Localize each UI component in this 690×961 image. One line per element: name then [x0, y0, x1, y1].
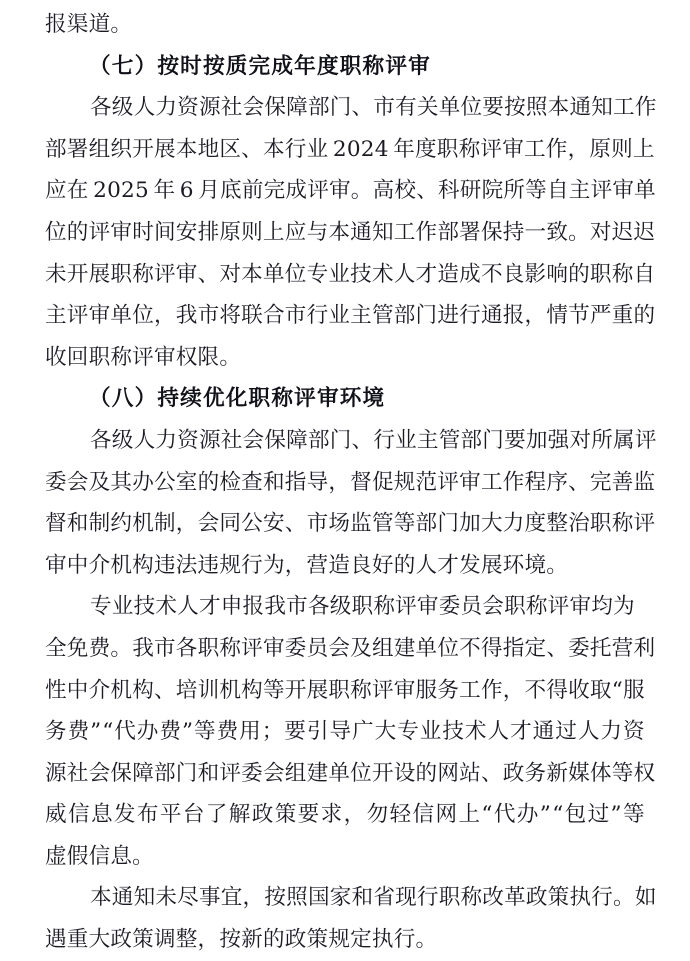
- paragraph-line: 源 社 会 保 障 部 门 和 评 委 会 组 建 单 位 开 设 的 网 站 、 政 务 新 媒 体 等 权: [45, 760, 656, 786]
- paragraph-line: 部 署 组 织 开 展 本 地 区 、 本 行 业 2 0 2 4 年 度 职 称 评 审 工 作 ， 原 则 上: [45, 136, 655, 162]
- paragraph-line: 收回职称评审权限。: [45, 344, 242, 370]
- paragraph-line: 虚假信息。: [45, 843, 154, 869]
- paragraph-line: 督 和 制 约 机 制 ， 会 同 公 安 、 市 场 监 管 等 部 门 加 大 力 度 整 治 职 称 评: [45, 511, 656, 537]
- paragraph-line: 审中介机构违法违规行为，营造良好的人才发展环境。: [45, 552, 569, 578]
- paragraph-line: 全 免 费 。 我 市 各 职 称 评 审 委 员 会 及 组 建 单 位 不 得 指 定 、 委 托 营 利: [45, 635, 656, 661]
- paragraph-line: 各级人力资源社会保障部门、行业主管部门要加强对所属评: [90, 427, 657, 453]
- section-heading: （七）按时按质完成年度职称评审: [89, 53, 431, 79]
- paragraph-line: 位 的 评 审 时 间 安 排 原 则 上 应 与 本 通 知 工 作 部 署 保 持 一 致 。 对 迟 迟: [45, 219, 656, 245]
- section-heading: （八）持续优化职称评审环境: [89, 386, 386, 412]
- paragraph-line: 威 信 息 发 布 平 台 了 解 政 策 要 求 ， 勿 轻 信 网 上 “ 代 办 ” “ 包 过 ” 等: [45, 802, 645, 828]
- paragraph-line: 性 中 介 机 构 、 培 训 机 构 等 开 展 职 称 评 审 服 务 工 作 ， 不 得 收 取 “ 服: [45, 677, 645, 703]
- paragraph-line: 未 开 展 职 称 评 审 、 对 本 单 位 专 业 技 术 人 才 造 成 不 良 影 响 的 职 称 自: [45, 261, 656, 287]
- paragraph-line: 委 会 及 其 办 公 室 的 检 查 和 指 导 ， 督 促 规 范 评 审 工 作 程 序 、 完 善 监: [45, 469, 656, 495]
- paragraph-line: 本通知未尽事宜，按照国家和省现行职称改革政策执行。如: [90, 885, 657, 911]
- paragraph-line: 报渠道。: [45, 12, 133, 37]
- paragraph-line: 专业技术人才申报我市各级职称评审委员会职称评审均为: [90, 594, 635, 620]
- paragraph-line: 应 在 2 0 2 5 年 6 月 底 前 完 成 评 审 。 高 校 、 科 研 院 所 等 自 主 评 审 单: [45, 178, 656, 204]
- paragraph-line: 主 评 审 单 位 ， 我 市 将 联 合 市 行 业 主 管 部 门 进 行 通 报 ， 情 节 严 重 的: [45, 303, 656, 329]
- document-body: [45, 4, 657, 961]
- paragraph-line: 各级人力资源社会保障部门、市有关单位要按照本通知工作: [90, 95, 657, 121]
- paragraph-line: 务 费 ” “ 代 办 费 ” 等 费 用 ； 要 引 导 广 大 专 业 技 术 人 才 通 过 人 力 资: [45, 719, 645, 745]
- paragraph-line: 遇重大政策调整，按新的政策规定执行。: [45, 927, 438, 953]
